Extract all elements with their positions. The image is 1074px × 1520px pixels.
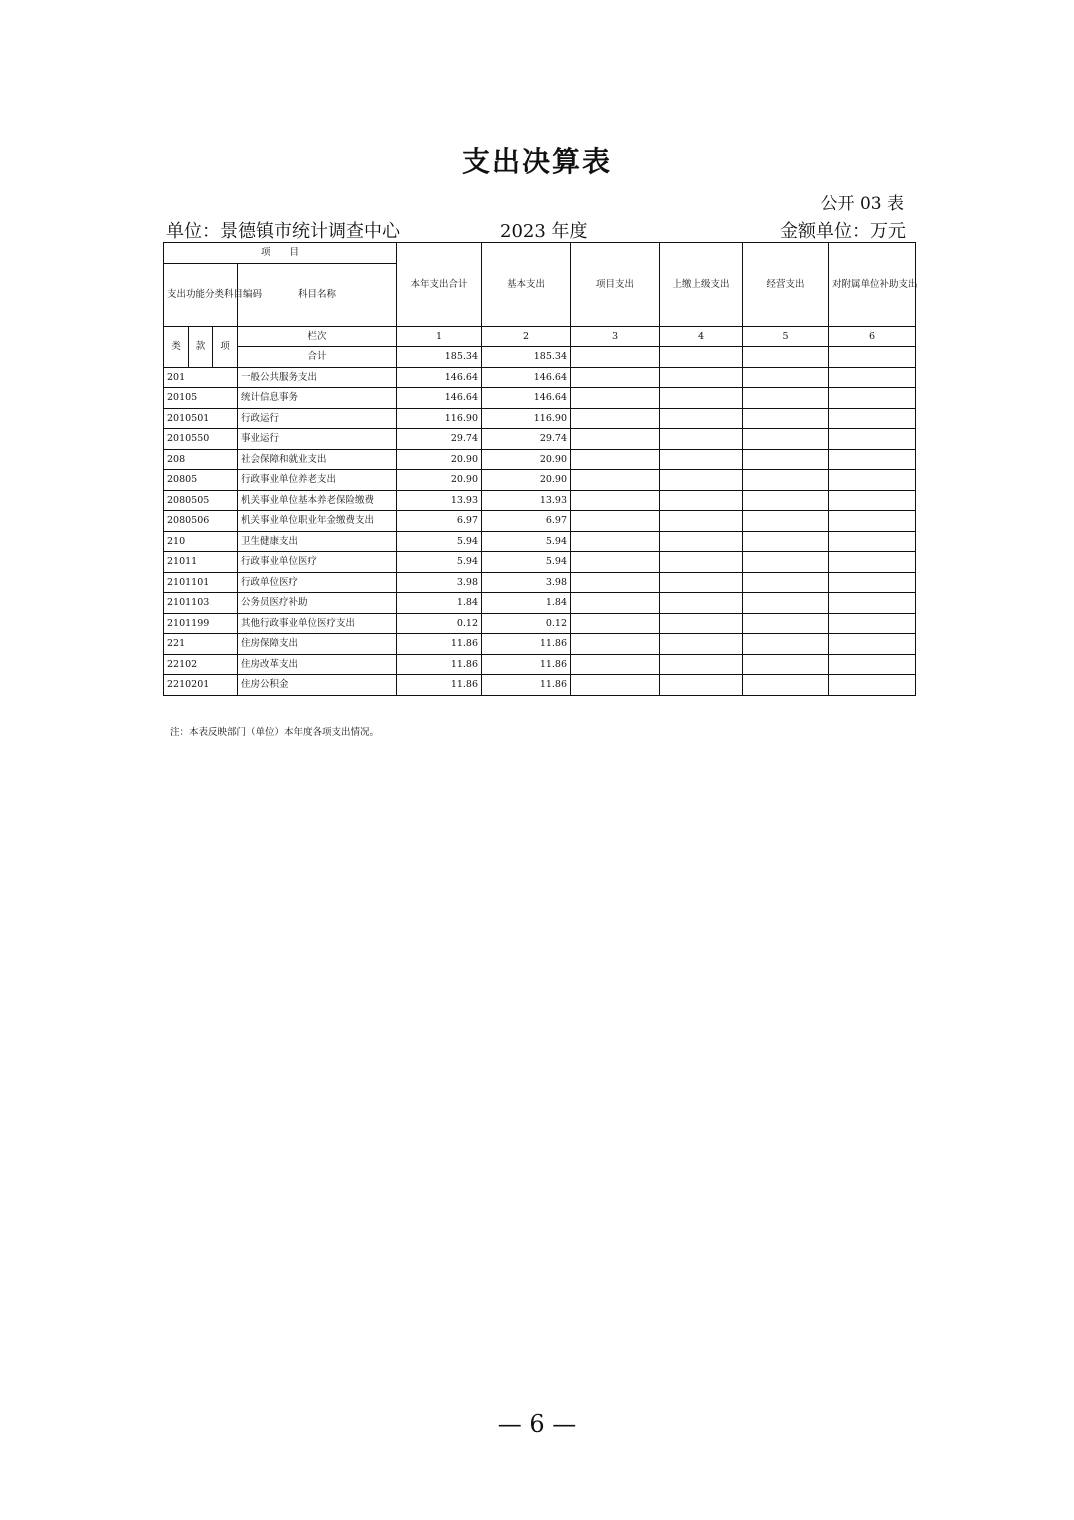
- row-value-2: 116.90: [482, 408, 571, 429]
- col-number-row: [164, 326, 916, 347]
- row-value-1: 6.97: [397, 511, 482, 532]
- row-value-4: [660, 613, 743, 634]
- table-row: [164, 634, 916, 655]
- row-subject-name: 社会保障和就业支出: [238, 449, 397, 470]
- amount-unit-label: 金额单位：万元: [780, 221, 906, 242]
- row-subject-name: 其他行政事业单位医疗支出: [238, 613, 397, 634]
- year-label: 2023 年度: [500, 221, 588, 242]
- row-value-2: 6.97: [482, 511, 571, 532]
- row-value-6: [829, 367, 916, 388]
- row-value-2: 146.64: [482, 388, 571, 409]
- header-row-1: [164, 243, 916, 264]
- row-code: 2080506: [164, 511, 238, 532]
- row-code: 210: [164, 531, 238, 552]
- row-value-4: [660, 675, 743, 696]
- row-value-5: [743, 388, 829, 409]
- row-value-3: [571, 654, 660, 675]
- row-value-5: [743, 613, 829, 634]
- row-subject-name: 机关事业单位基本养老保险缴费: [238, 490, 397, 511]
- row-code: 21011: [164, 552, 238, 573]
- row-subject-name: 统计信息事务: [238, 388, 397, 409]
- row-value-1: 0.12: [397, 613, 482, 634]
- row-value-1: 116.90: [397, 408, 482, 429]
- row-value-6: [829, 634, 916, 655]
- row-value-4: [660, 552, 743, 573]
- row-value-2: 11.86: [482, 675, 571, 696]
- xiang-header: 项: [213, 326, 238, 367]
- row-subject-name: 行政运行: [238, 408, 397, 429]
- table-row: [164, 552, 916, 573]
- row-value-4: [660, 429, 743, 450]
- table-row: [164, 572, 916, 593]
- row-value-4: [660, 634, 743, 655]
- row-value-3: [571, 429, 660, 450]
- row-value-5: [743, 593, 829, 614]
- row-code: 2210201: [164, 675, 238, 696]
- row-value-6: [829, 429, 916, 450]
- row-value-2: 13.93: [482, 490, 571, 511]
- table-row: [164, 593, 916, 614]
- row-value-1: 29.74: [397, 429, 482, 450]
- row-value-2: 1.84: [482, 593, 571, 614]
- table-row: [164, 531, 916, 552]
- row-code: 221: [164, 634, 238, 655]
- row-value-1: 11.86: [397, 675, 482, 696]
- meta-row: [166, 217, 906, 241]
- page-title: 支出决算表: [461, 145, 612, 178]
- project-header: 项 目: [164, 243, 397, 264]
- row-value-6: [829, 449, 916, 470]
- total-value-1: 185.34: [397, 347, 482, 368]
- row-code: 20805: [164, 470, 238, 491]
- total-value-2: 185.34: [482, 347, 571, 368]
- row-value-2: 11.86: [482, 634, 571, 655]
- col-header-1: 本年支出合计: [397, 243, 482, 327]
- table-row: [164, 613, 916, 634]
- row-value-3: [571, 634, 660, 655]
- row-value-1: 146.64: [397, 388, 482, 409]
- row-value-4: [660, 572, 743, 593]
- col-header-6: 对附属单位补助支出: [829, 243, 916, 327]
- total-row: [164, 347, 916, 368]
- row-value-3: [571, 367, 660, 388]
- row-value-6: [829, 593, 916, 614]
- row-value-3: [571, 613, 660, 634]
- row-subject-name: 住房公积金: [238, 675, 397, 696]
- total-value-4: [660, 347, 743, 368]
- col-header-4: 上缴上级支出: [660, 243, 743, 327]
- total-value-3: [571, 347, 660, 368]
- row-value-4: [660, 388, 743, 409]
- row-value-6: [829, 613, 916, 634]
- table-row: [164, 470, 916, 491]
- table-row: [164, 511, 916, 532]
- row-value-5: [743, 675, 829, 696]
- expenditure-table: [163, 242, 916, 696]
- col-num-2: 2: [482, 326, 571, 347]
- row-value-4: [660, 593, 743, 614]
- table-row: [164, 388, 916, 409]
- col-header-2: 基本支出: [482, 243, 571, 327]
- row-value-1: 1.84: [397, 593, 482, 614]
- row-value-5: [743, 511, 829, 532]
- row-subject-name: 行政单位医疗: [238, 572, 397, 593]
- row-code: 2101103: [164, 593, 238, 614]
- row-subject-name: 行政事业单位医疗: [238, 552, 397, 573]
- col-num-3: 3: [571, 326, 660, 347]
- row-code: 2101199: [164, 613, 238, 634]
- row-value-2: 5.94: [482, 531, 571, 552]
- row-value-6: [829, 408, 916, 429]
- row-subject-name: 公务员医疗补助: [238, 593, 397, 614]
- row-value-6: [829, 470, 916, 491]
- row-value-3: [571, 490, 660, 511]
- row-value-5: [743, 572, 829, 593]
- row-value-6: [829, 552, 916, 573]
- row-code: 22102: [164, 654, 238, 675]
- row-value-3: [571, 511, 660, 532]
- row-value-3: [571, 388, 660, 409]
- row-value-4: [660, 490, 743, 511]
- row-subject-name: 卫生健康支出: [238, 531, 397, 552]
- row-code: 2010501: [164, 408, 238, 429]
- row-value-4: [660, 408, 743, 429]
- row-value-5: [743, 552, 829, 573]
- row-value-5: [743, 470, 829, 491]
- row-value-4: [660, 511, 743, 532]
- col-header-3: 项目支出: [571, 243, 660, 327]
- row-code: 2080505: [164, 490, 238, 511]
- row-value-5: [743, 490, 829, 511]
- row-value-5: [743, 654, 829, 675]
- row-value-5: [743, 367, 829, 388]
- row-value-1: 3.98: [397, 572, 482, 593]
- row-subject-name: 住房改革支出: [238, 654, 397, 675]
- row-value-2: 146.64: [482, 367, 571, 388]
- table-row: [164, 449, 916, 470]
- row-value-1: 13.93: [397, 490, 482, 511]
- row-value-4: [660, 367, 743, 388]
- row-value-2: 5.94: [482, 552, 571, 573]
- row-value-3: [571, 470, 660, 491]
- row-value-4: [660, 654, 743, 675]
- col-num-1: 1: [397, 326, 482, 347]
- row-value-6: [829, 654, 916, 675]
- table-row: [164, 408, 916, 429]
- table-body: [164, 243, 916, 696]
- row-value-6: [829, 572, 916, 593]
- row-value-6: [829, 511, 916, 532]
- row-value-6: [829, 388, 916, 409]
- subject-name-header: 科目名称: [238, 263, 397, 326]
- unit-label: 单位：景德镇市统计调查中心: [166, 221, 400, 242]
- row-value-2: 0.12: [482, 613, 571, 634]
- row-value-6: [829, 490, 916, 511]
- row-subject-name: 住房保障支出: [238, 634, 397, 655]
- col-num-6: 6: [829, 326, 916, 347]
- col-num-4: 4: [660, 326, 743, 347]
- table-row: [164, 654, 916, 675]
- row-value-3: [571, 675, 660, 696]
- total-value-5: [743, 347, 829, 368]
- row-value-5: [743, 634, 829, 655]
- kuan-header: 款: [189, 326, 213, 367]
- row-code: 201: [164, 367, 238, 388]
- total-value-6: [829, 347, 916, 368]
- row-value-2: 11.86: [482, 654, 571, 675]
- row-value-6: [829, 531, 916, 552]
- table-note: 注：本表反映部门（单位）本年度各项支出情况。: [170, 727, 380, 738]
- row-value-4: [660, 449, 743, 470]
- row-subject-name: 行政事业单位养老支出: [238, 470, 397, 491]
- row-value-4: [660, 531, 743, 552]
- row-value-5: [743, 449, 829, 470]
- col-header-5: 经营支出: [743, 243, 829, 327]
- row-value-3: [571, 449, 660, 470]
- row-value-1: 20.90: [397, 449, 482, 470]
- row-code: 2101101: [164, 572, 238, 593]
- col-label: 栏次: [238, 326, 397, 347]
- row-code: 208: [164, 449, 238, 470]
- row-subject-name: 机关事业单位职业年金缴费支出: [238, 511, 397, 532]
- table-row: [164, 490, 916, 511]
- row-value-2: 20.90: [482, 449, 571, 470]
- row-value-5: [743, 429, 829, 450]
- table-row: [164, 367, 916, 388]
- row-value-5: [743, 531, 829, 552]
- row-value-2: 3.98: [482, 572, 571, 593]
- row-value-2: 20.90: [482, 470, 571, 491]
- page-number: — 6 —: [497, 1410, 577, 1438]
- row-value-3: [571, 552, 660, 573]
- row-value-3: [571, 408, 660, 429]
- row-value-3: [571, 531, 660, 552]
- row-value-6: [829, 675, 916, 696]
- table-row: [164, 675, 916, 696]
- row-value-1: 146.64: [397, 367, 482, 388]
- row-value-3: [571, 593, 660, 614]
- row-value-1: 5.94: [397, 552, 482, 573]
- row-subject-name: 事业运行: [238, 429, 397, 450]
- total-label: 合计: [238, 347, 397, 368]
- row-code: 2010550: [164, 429, 238, 450]
- col-num-5: 5: [743, 326, 829, 347]
- row-code: 20105: [164, 388, 238, 409]
- row-subject-name: 一般公共服务支出: [238, 367, 397, 388]
- form-number: 公开 03 表: [820, 194, 904, 214]
- row-value-1: 5.94: [397, 531, 482, 552]
- row-value-3: [571, 572, 660, 593]
- row-value-2: 29.74: [482, 429, 571, 450]
- row-value-1: 20.90: [397, 470, 482, 491]
- func-code-header: 支出功能分类科目编码: [164, 263, 238, 326]
- lei-header: 类: [164, 326, 189, 367]
- row-value-1: 11.86: [397, 654, 482, 675]
- table-row: [164, 429, 916, 450]
- row-value-4: [660, 470, 743, 491]
- row-value-5: [743, 408, 829, 429]
- row-value-1: 11.86: [397, 634, 482, 655]
